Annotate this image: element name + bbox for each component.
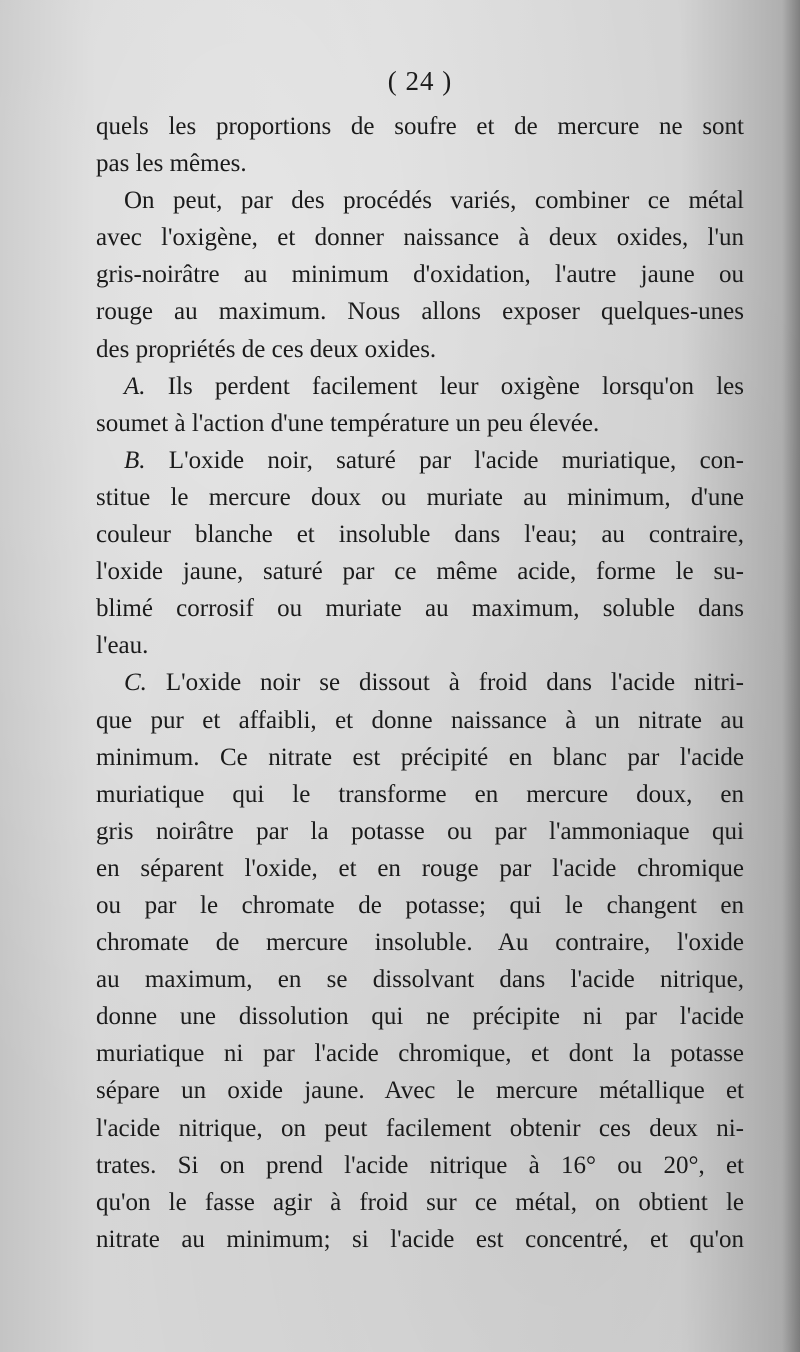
line-text: muriatique qui le transforme en mercure doux, en — [96, 780, 744, 808]
line-text: l'acide nitrique, on peut facilement obtenir ces deux ni- — [96, 1114, 744, 1142]
text-line — [96, 924, 744, 961]
line-text: au maximum, en se dissolvant dans l'acide nitrique, — [96, 966, 744, 994]
line-text: gris-noirâtre au minimum d'oxidation, l'autre jaune ou — [96, 261, 744, 289]
text-line — [96, 627, 744, 664]
line-text: quels les proportions de soufre et de mercure ne sont — [96, 113, 744, 140]
line-text: minimum. Ce nitrate est précipité en blanc par l'acide — [96, 743, 744, 771]
line-text: en séparent l'oxide, et en rouge par l'acide chromique — [96, 854, 744, 882]
page-edge-shadow — [782, 0, 800, 1352]
line-text: avec l'oxigène, et donner naissance à deux oxides, l'un — [96, 224, 744, 252]
text-line — [96, 479, 744, 516]
text-line — [96, 145, 744, 182]
text-line — [96, 368, 744, 405]
text-line — [96, 850, 744, 887]
section-label: A. — [124, 372, 146, 400]
line-text: L'oxide noir se dissout à froid dans l'acide nitri- — [165, 669, 744, 697]
line-text: l'oxide jaune, saturé par ce même acide, forme le su- — [96, 558, 744, 586]
line-text: soumet à l'action d'une température un peu élevée. — [96, 409, 600, 437]
line-text: pas les mêmes. — [96, 150, 247, 178]
line-text: des propriétés de ces deux oxides. — [96, 335, 437, 363]
text-line — [96, 776, 744, 813]
line-text: Ils perdent facilement leur oxigène lorsqu'on les — [167, 372, 744, 400]
text-line — [96, 219, 744, 256]
text-line — [96, 998, 744, 1035]
section-label: C. — [124, 669, 147, 697]
line-text: stitue le mercure doux ou muriate au minimum, d'une — [96, 483, 744, 511]
page-number: ( 24 ) — [387, 66, 453, 96]
text-line — [96, 590, 744, 627]
line-text: sépare un oxide jaune. Avec le mercure métallique et — [96, 1077, 744, 1105]
line-text: blimé corrosif ou muriate au maximum, soluble dans — [96, 595, 744, 623]
line-text: trates. Si on prend l'acide nitrique à 16° ou 20°, et — [96, 1151, 744, 1179]
text-line — [96, 331, 744, 368]
text-line — [96, 702, 744, 739]
section-label: B. — [124, 446, 146, 474]
line-text: gris noirâtre par la potasse ou par l'ammoniaque qui — [96, 817, 744, 845]
text-line — [96, 961, 744, 998]
text-line — [96, 813, 744, 850]
line-text: ou par le chromate de potasse; qui le changent en — [96, 891, 744, 919]
line-text: que pur et affaibli, et donne naissance à un nitrate au — [96, 706, 744, 734]
text-line — [96, 1221, 744, 1258]
text-line — [96, 405, 744, 442]
line-text: On peut, par des procédés variés, combiner ce métal — [124, 187, 744, 215]
text-line — [96, 887, 744, 924]
text-line — [96, 553, 744, 590]
text-line — [96, 256, 744, 293]
line-text: nitrate au minimum; si l'acide est concentré, et qu'on — [96, 1225, 744, 1253]
text-line — [96, 1184, 744, 1221]
text-line — [96, 442, 744, 479]
line-text: rouge au maximum. Nous allons exposer quelques-unes — [96, 298, 744, 326]
line-text: muriatique ni par l'acide chromique, et dont la potasse — [96, 1040, 744, 1068]
line-text: qu'on le fasse agir à froid sur ce métal, on obtient le — [96, 1188, 744, 1216]
text-line — [96, 293, 744, 330]
text-line — [96, 1035, 744, 1072]
body-text — [96, 108, 744, 1258]
line-text: donne une dissolution qui ne précipite ni par l'acide — [96, 1003, 744, 1031]
text-line — [96, 1147, 744, 1184]
text-line — [96, 664, 744, 701]
text-line — [96, 108, 744, 145]
line-text: chromate de mercure insoluble. Au contraire, l'oxide — [96, 929, 744, 957]
text-line — [96, 1072, 744, 1109]
text-line — [96, 516, 744, 553]
text-line — [96, 739, 744, 776]
text-line — [96, 1110, 744, 1147]
line-text: L'oxide noir, saturé par l'acide muriatique, con- — [168, 446, 744, 474]
line-text: l'eau. — [96, 632, 149, 660]
text-line — [96, 182, 744, 219]
line-text: couleur blanche et insoluble dans l'eau; au contraire, — [96, 521, 744, 549]
